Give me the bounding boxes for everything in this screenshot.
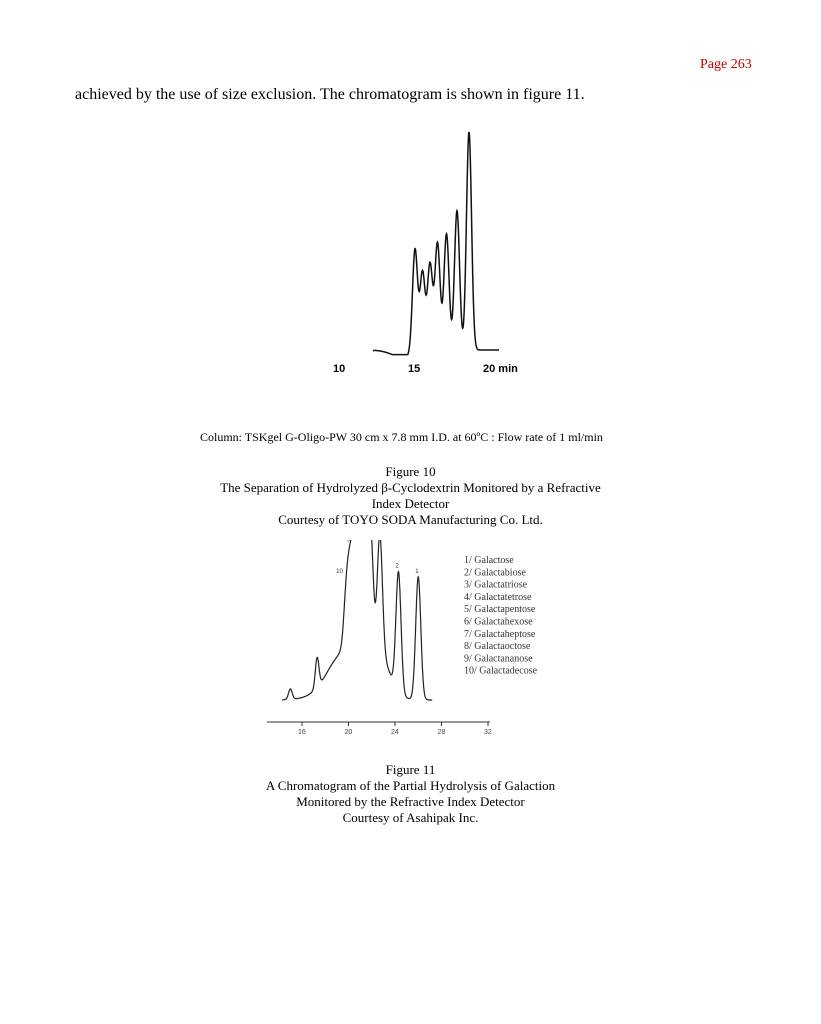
fig11-legend-item: 9/ Galactananose xyxy=(464,653,533,665)
page-number: Page 263 xyxy=(700,57,752,72)
fig11-peak-label: 10 xyxy=(336,569,343,576)
fig11-title-line1: A Chromatogram of the Partial Hydrolysis of Galaction xyxy=(265,778,556,793)
fig10-tick-label: 15 xyxy=(408,363,421,375)
fig11-legend-item: 5/ Galactapentose xyxy=(464,604,536,616)
fig11-tick-label: 20 xyxy=(344,729,353,736)
fig11-peak-label: 9 xyxy=(346,540,351,544)
figure-10-chromatogram xyxy=(200,118,640,453)
fig11-legend-item: 2/ Galactabiose xyxy=(464,567,526,579)
fig10-tick-label: 10 xyxy=(333,363,346,375)
fig11-legend-item: 3/ Galactatriose xyxy=(464,579,528,591)
fig11-title-line2: Monitored by the Refractive Index Detector xyxy=(296,794,525,809)
figure-10-caption xyxy=(0,464,821,528)
figure-11-chromatogram xyxy=(262,540,562,750)
fig11-tick-label: 28 xyxy=(437,729,446,736)
fig11-legend-item: 7/ Galactaheptose xyxy=(464,628,536,640)
fig11-peak-label: 1 xyxy=(415,568,419,575)
fig10-title-line2: Index Detector xyxy=(371,496,450,511)
fig10-tick-label: 20 min xyxy=(483,363,518,375)
fig10-courtesy: Courtesy of TOYO SODA Manufacturing Co. Ltd. xyxy=(278,512,543,527)
fig11-legend-item: 8/ Galactaoctose xyxy=(464,641,531,653)
fig10-label: Figure 10 xyxy=(385,464,436,479)
fig11-trace-line xyxy=(282,540,432,700)
fig10-column-note: Column: TSKgel G-Oligo-PW 30 cm x 7.8 mm I.D. at 60ºC : Flow rate of 1 ml/min xyxy=(200,430,603,444)
fig11-legend-item: 1/ Galactose xyxy=(464,555,514,566)
fig10-trace-line xyxy=(373,132,499,355)
fig11-peak-label: 2 xyxy=(395,563,399,570)
fig10-title-line1: The Separation of Hydrolyzed β-Cyclodextrin Monitored by a Refractive xyxy=(220,480,601,495)
fig11-legend-item: 6/ Galactahexose xyxy=(464,616,533,628)
fig11-label: Figure 11 xyxy=(385,762,436,777)
fig11-tick-label: 32 xyxy=(484,729,492,736)
figure-11-caption xyxy=(0,762,821,826)
fig11-tick-label: 16 xyxy=(298,729,306,736)
body-text: achieved by the use of size exclusion. The chromatogram is shown in figure 11. xyxy=(75,86,585,103)
fig11-tick-label: 24 xyxy=(391,729,399,736)
fig11-courtesy: Courtesy of Asahipak Inc. xyxy=(342,810,479,825)
fig11-legend-item: 4/ Galactatetrose xyxy=(464,591,532,603)
fig11-legend-item: 10/ Galactadecose xyxy=(464,665,538,677)
